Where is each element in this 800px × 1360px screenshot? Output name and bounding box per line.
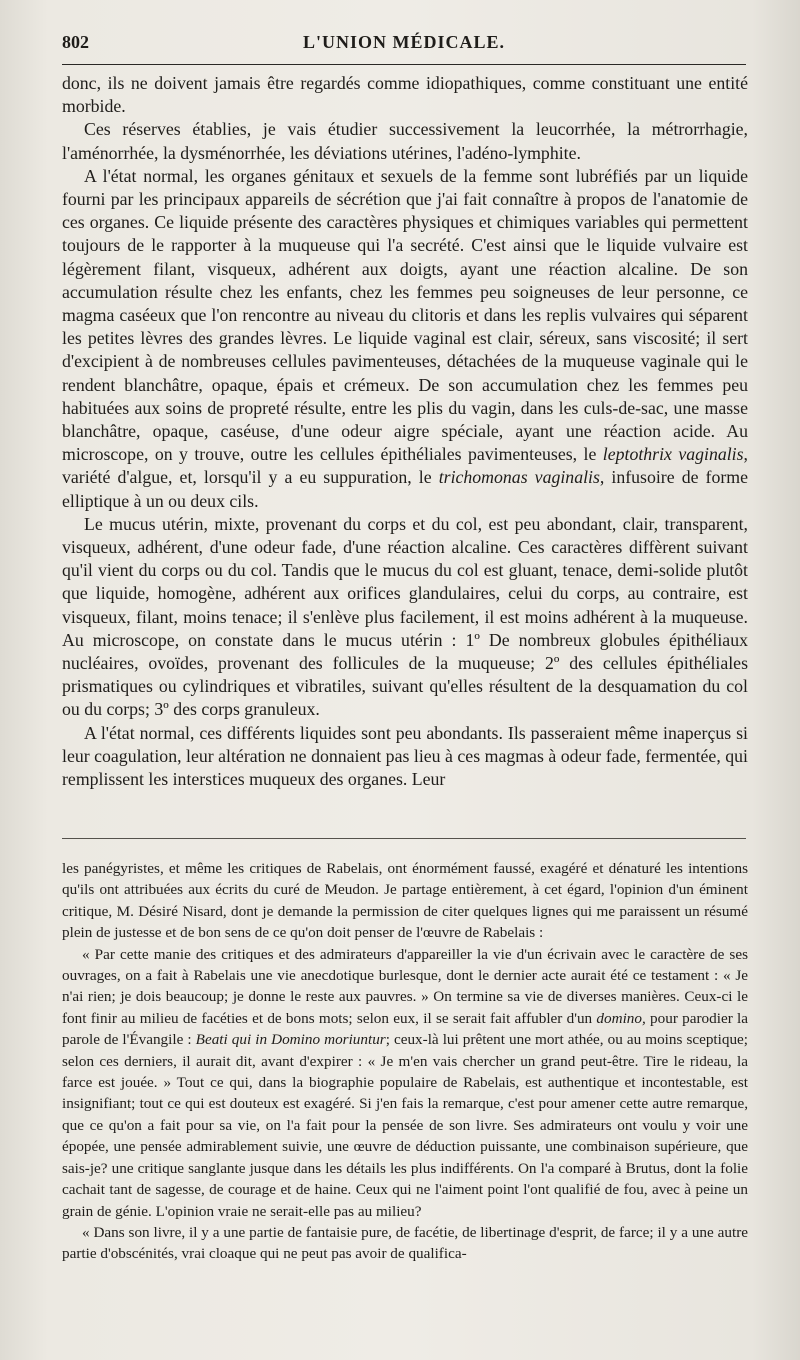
- footnote-paragraph-1: les panégyristes, et même les critiques de Rabelais, ont énormément faussé, exagéré et dénaturé les intentions qu'ils ont attribuées aux écrits du curé de Meudon. Je partage entièrement, à cet égard, l'opinion d'un éminent critique, M. Désiré Nisard, dont je demande la permission de citer quelques lignes qui me paraissent un résumé plein de justesse et de bon sens de ce qu'on doit penser de l'œuvre de Rabelais :: [62, 860, 748, 942]
- paragraph-3-part-a: A l'état normal, les organes génitaux et sexuels de la femme sont lubréfiés par un liquide fourni par les principaux appareils de sécrétion que j'ai fait connaître à propos de l'anatomie de ces organes. Ce liquide présente des caractères physiques et chimiques variables qui permettent toujours de le rapporter à la muqueuse qui l'a secrété. C'est ainsi que le liquide vulvaire est légèrement filant, visqueux, adhérent aux doigts, ayant une réaction alcaline. De son accumulation résulte chez les enfants, chez les femmes peu soigneuses de leur personne, ce magma caséeux que l'on rencontre au niveau du clitoris et dans les replis vulvaires qui séparent les petites lèvres des grandes lèvres. Le liquide vaginal est clair, séreux, sans viscosité; il sert d'excipient à de nombreuses cellules pavimenteuses, détachées de la muqueuse vaginale qui le rendent blanchâtre, opaque, épais et crémeux. De son accumulation chez les femmes peu habituées aux soins de propreté résulte, entre les plis du vagin, dans les culs-de-sac, une masse blanchâtre, opaque, caséuse, d'une odeur aigre spéciale, ayant une réaction acide. Au microscope, on y trouve, outre les cellules épithéliales pavimenteuses, le: [62, 165, 748, 465]
- header-rule: [62, 64, 746, 65]
- italic-leptothrix: leptothrix vaginalis: [602, 444, 744, 465]
- footnote-2-part-a: « Par cette manie des critiques et des admirateurs d'appareiller la vie d'un écrivain avec le caractère de ses ouvrages, on a fait à Rabelais une vie anecdotique burlesque, dont le dernier acte aurait été ce testament : « Je n'ai rien; je dois beaucoup; je donne le reste aux pauvres. » On termine sa vie de diverses manières. Ceux-ci le font finir au milieu de facéties et de bons mots; selon eux, il se serait fait affubler d'un: [62, 945, 748, 1027]
- footnote-rule: [62, 838, 746, 839]
- italic-domino: domino,: [596, 1009, 646, 1027]
- journal-title: L'UNION MÉDICALE.: [302, 31, 506, 52]
- running-header: [62, 30, 746, 54]
- footnote-text: [62, 858, 748, 1265]
- paragraph-3-part-c: , infusoire de forme elliptique à un ou deux cils.: [62, 467, 749, 511]
- main-text: [62, 72, 748, 791]
- paragraph-2: Ces réserves établies, je vais étudier successivement la leucorrhée, la métrorrhagie, l'aménorrhée, la dysménorrhée, les déviations utérines, l'adéno-lymphite.: [62, 119, 748, 163]
- paragraph-3-part-b: , variété d'algue, et, lorsqu'il y a eu suppuration, le: [62, 444, 748, 488]
- footnote-paragraph-2: [62, 944, 748, 1222]
- italic-beati: Beati qui in Domino moriuntur: [195, 1031, 386, 1049]
- footnote-paragraph-3: « Dans son livre, il y a une partie de fantaisie pure, de facétie, de libertinage d'esprit, de farce; il y a une autre partie d'obscénités, vrai cloaque qui ne peut pas avoir de qualifica-: [62, 1223, 748, 1263]
- paragraph-1: donc, ils ne doivent jamais être regardés comme idiopathiques, comme constituant une entité morbide.: [62, 73, 748, 117]
- footnote-2-part-b: pour parodier la parole de l'Évangile :: [62, 1009, 748, 1049]
- italic-trichomonas: trichomonas vaginalis: [438, 467, 600, 488]
- footnote-2-part-c: ; ceux-là lui prêtent une mort athée, ou au moins sceptique; selon ces derniers, il aurait dit, avant d'expirer : « Je m'en vais chercher un grand peut-être. Tire le rideau, la farce est jouée. » Tout ce qui, dans la biographie populaire de Rabelais, est authentique et incontestable, est insignifiant; tout ce qui est douteux est exagéré. Si j'en fais la remarque, c'est pour amener cette autre remarque, que ce qu'on a fait pour sa vie, on l'a fait pour la pensée de son livre. Ses admirateurs ont voulu y voir une épopée, une pensée admirablement suivie, une œuvre de déduction puissante, une combinaison supérieure, que sais-je? une critique sanglante jusque dans les détails les plus indifférents. On l'a comparé à Brutus, dont la folie cachait tant de sagesse, de courage et de haine. Ceux qui ne l'aiment point l'ont qualifié de fou, avec à peine un grain de génie. L'opinion vraie ne serait-elle pas au milieu?: [62, 1031, 749, 1220]
- paragraph-4: Le mucus utérin, mixte, provenant du corps et du col, est peu abondant, clair, transparent, visqueux, adhérent, d'une odeur fade, d'une réaction alcaline. Ces caractères diffèrent suivant qu'il vient du corps ou du col. Tandis que le mucus du col est gluant, tenace, demi-solide plutôt que liquide, homogène, adhérent aux orifices glandulaires, celui du corps, au contraire, est visqueux, filant, moins tenace; il s'enlève plus facilement, il est moins adhérent à la muqueuse. Au microscope, on constate dans le mucus utérin : 1º De nombreux globules épithéliaux nucléaires, ovoïdes, provenant des follicules de la muqueuse; 2º des cellules épithéliales prismatiques ou cylindriques et vibratiles, suivant qu'elles résultent de la desquamation du col ou du corps; 3º des corps granuleux.: [62, 513, 748, 720]
- page-number: 802: [62, 31, 89, 52]
- paragraph-5: A l'état normal, ces différents liquides sont peu abondants. Ils passeraient même inaperçus si leur coagulation, leur altération ne donnaient pas lieu à ces magmas à odeur fade, fermentée, qui remplissent les interstices muqueux des organes. Leur: [62, 722, 748, 790]
- paragraph-3: [62, 165, 748, 513]
